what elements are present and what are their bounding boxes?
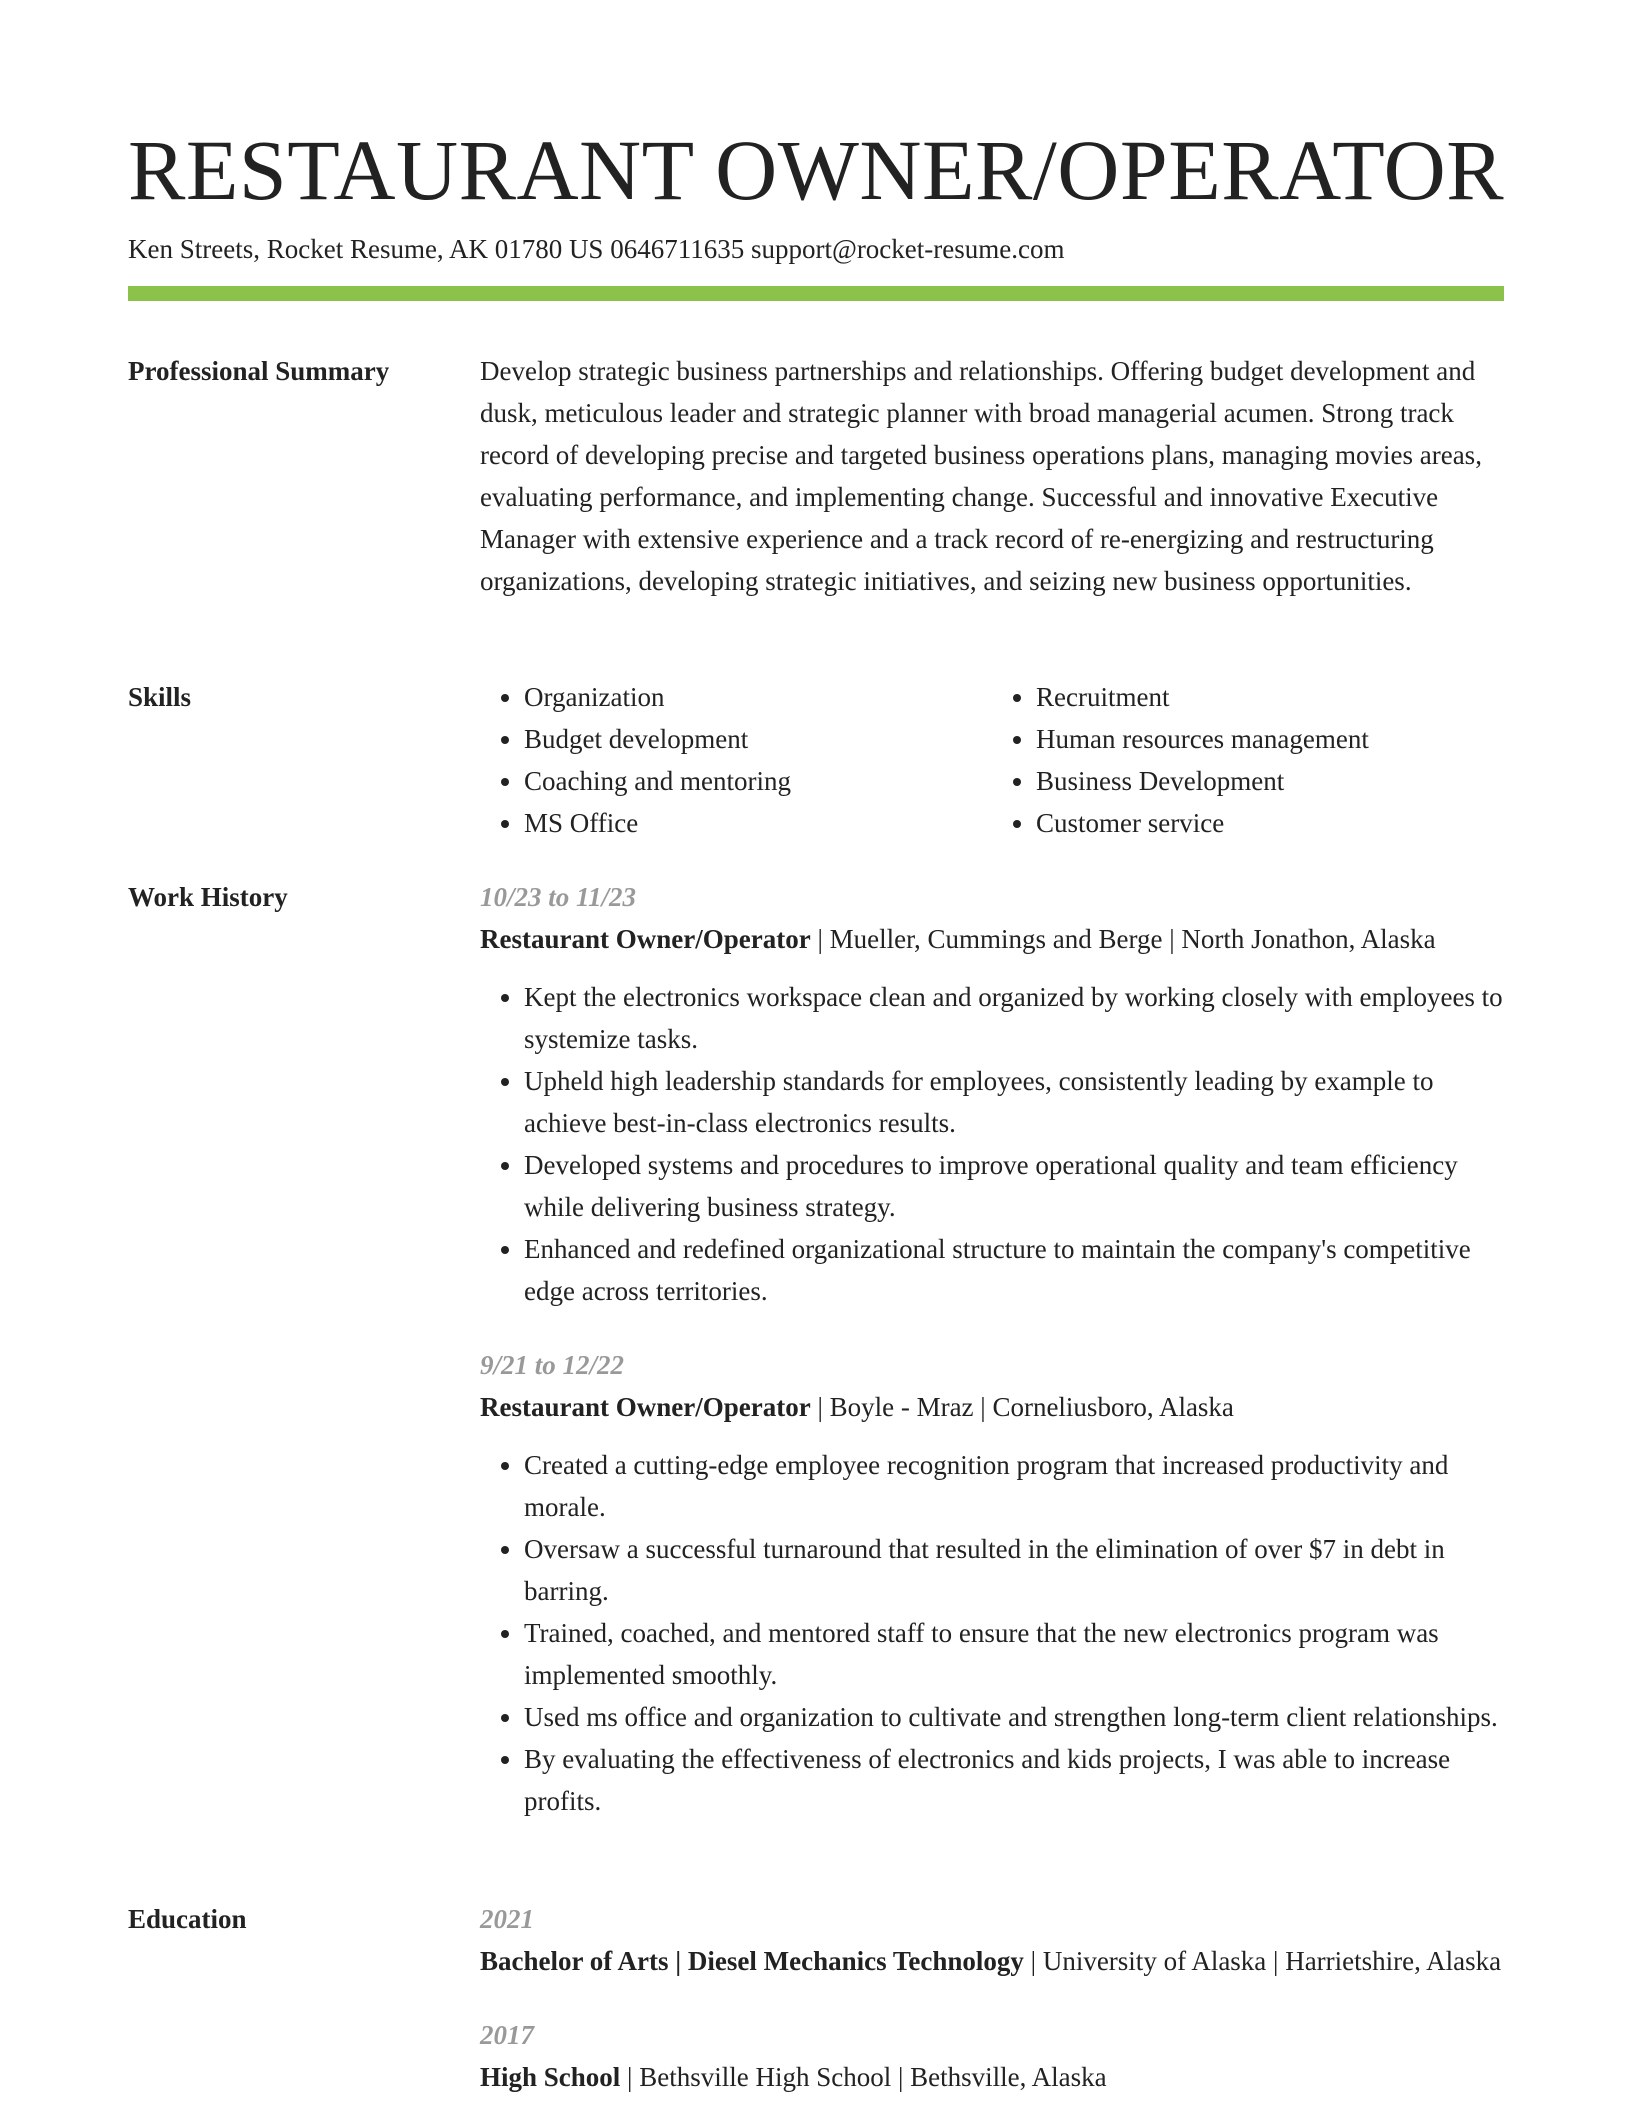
education-line (480, 2056, 1504, 2098)
summary-text: Develop strategic business partnerships and relationships. Offering budget development and dusk, meticulous leader and strategic planner with broad managerial acumen. Strong track record of developing precise and targeted business operations plans, managing movies areas, evaluating performance, and implementing change. Successful and innovative Executive Manager with extensive experience and a track record of re-energizing and restructuring organizations, developing strategic initiatives, and seizing new business opportunities. (480, 356, 1482, 596)
job-title: Restaurant Owner/Operator (480, 924, 811, 954)
education-year: 2017 (480, 2020, 534, 2050)
education-year: 2021 (480, 1904, 534, 1934)
skill-item: • Recruitment (1036, 676, 1504, 718)
work-history-label: Work History (128, 882, 288, 912)
education-degree: High School (480, 2062, 621, 2092)
resume-title: RESTAURANT OWNER/OPERATOR (128, 122, 1505, 218)
job-bullet: • Created a cutting-edge employee recognition program that increased productivity and morale. (524, 1444, 1504, 1528)
job-details: | Mueller, Cummings and Berge | North Jonathon, Alaska (817, 924, 1436, 954)
education-line (480, 1940, 1504, 1982)
education-entry (480, 1898, 1504, 1982)
education-label: Education (128, 1904, 247, 1934)
job-bullets (480, 976, 1504, 1312)
job-details: | Boyle - Mraz | Corneliusboro, Alaska (817, 1392, 1234, 1422)
job-bullet: • Used ms office and organization to cultivate and strengthen long-term client relationships. (524, 1696, 1504, 1738)
skill-item: • Business Development (1036, 760, 1504, 802)
education-details: | Bethsville High School | Bethsville, Alaska (627, 2062, 1107, 2092)
education-details: | University of Alaska | Harrietshire, Alaska (1030, 1946, 1502, 1976)
job-bullet: • Developed systems and procedures to improve operational quality and team efficiency while delivering business strategy. (524, 1144, 1504, 1228)
contact-line: Ken Streets, Rocket Resume, AK 01780 US 0646711635 support@rocket-resume.com (128, 234, 1065, 264)
job-bullet: • By evaluating the effectiveness of electronics and kids projects, I was able to increase profits. (524, 1738, 1504, 1822)
job-entry (480, 876, 1504, 1312)
education-entry (480, 2014, 1504, 2098)
skill-item: • Organization (524, 676, 992, 718)
job-bullet: • Oversaw a successful turnaround that resulted in the elimination of over $7 in debt in barring. (524, 1528, 1504, 1612)
skills-list-left (480, 676, 992, 844)
education-degree: Bachelor of Arts | Diesel Mechanics Technology (480, 1946, 1024, 1976)
job-bullet: • Enhanced and redefined organizational structure to maintain the company's competitive edge across territories. (524, 1228, 1504, 1312)
skill-item: • Human resources management (1036, 718, 1504, 760)
skill-item: • Coaching and mentoring (524, 760, 992, 802)
job-bullet: • Trained, coached, and mentored staff to ensure that the new electronics program was implemented smoothly. (524, 1612, 1504, 1696)
skills-label: Skills (128, 682, 192, 712)
job-title: Restaurant Owner/Operator (480, 1392, 811, 1422)
skills-list-right (992, 676, 1504, 844)
job-role-line (480, 1386, 1504, 1428)
skills-body (480, 676, 1504, 844)
skill-item: • MS Office (524, 802, 992, 844)
job-bullets (480, 1444, 1504, 1822)
job-bullet: • Kept the electronics workspace clean and organized by working closely with employees to systemize tasks. (524, 976, 1504, 1060)
job-bullet: • Upheld high leadership standards for employees, consistently leading by example to achieve best-in-class electronics results. (524, 1060, 1504, 1144)
work-history-body (480, 876, 1504, 1822)
job-dates: 10/23 to 11/23 (480, 882, 637, 912)
summary-body (480, 350, 1504, 602)
job-entry (480, 1344, 1504, 1822)
job-role-line (480, 918, 1504, 960)
summary-label: Professional Summary (128, 356, 390, 386)
skill-item: • Customer service (1036, 802, 1504, 844)
job-dates: 9/21 to 12/22 (480, 1350, 625, 1380)
skills-columns (480, 676, 1504, 844)
header-divider (128, 286, 1504, 301)
skill-item: • Budget development (524, 718, 992, 760)
education-body (480, 1898, 1504, 2098)
